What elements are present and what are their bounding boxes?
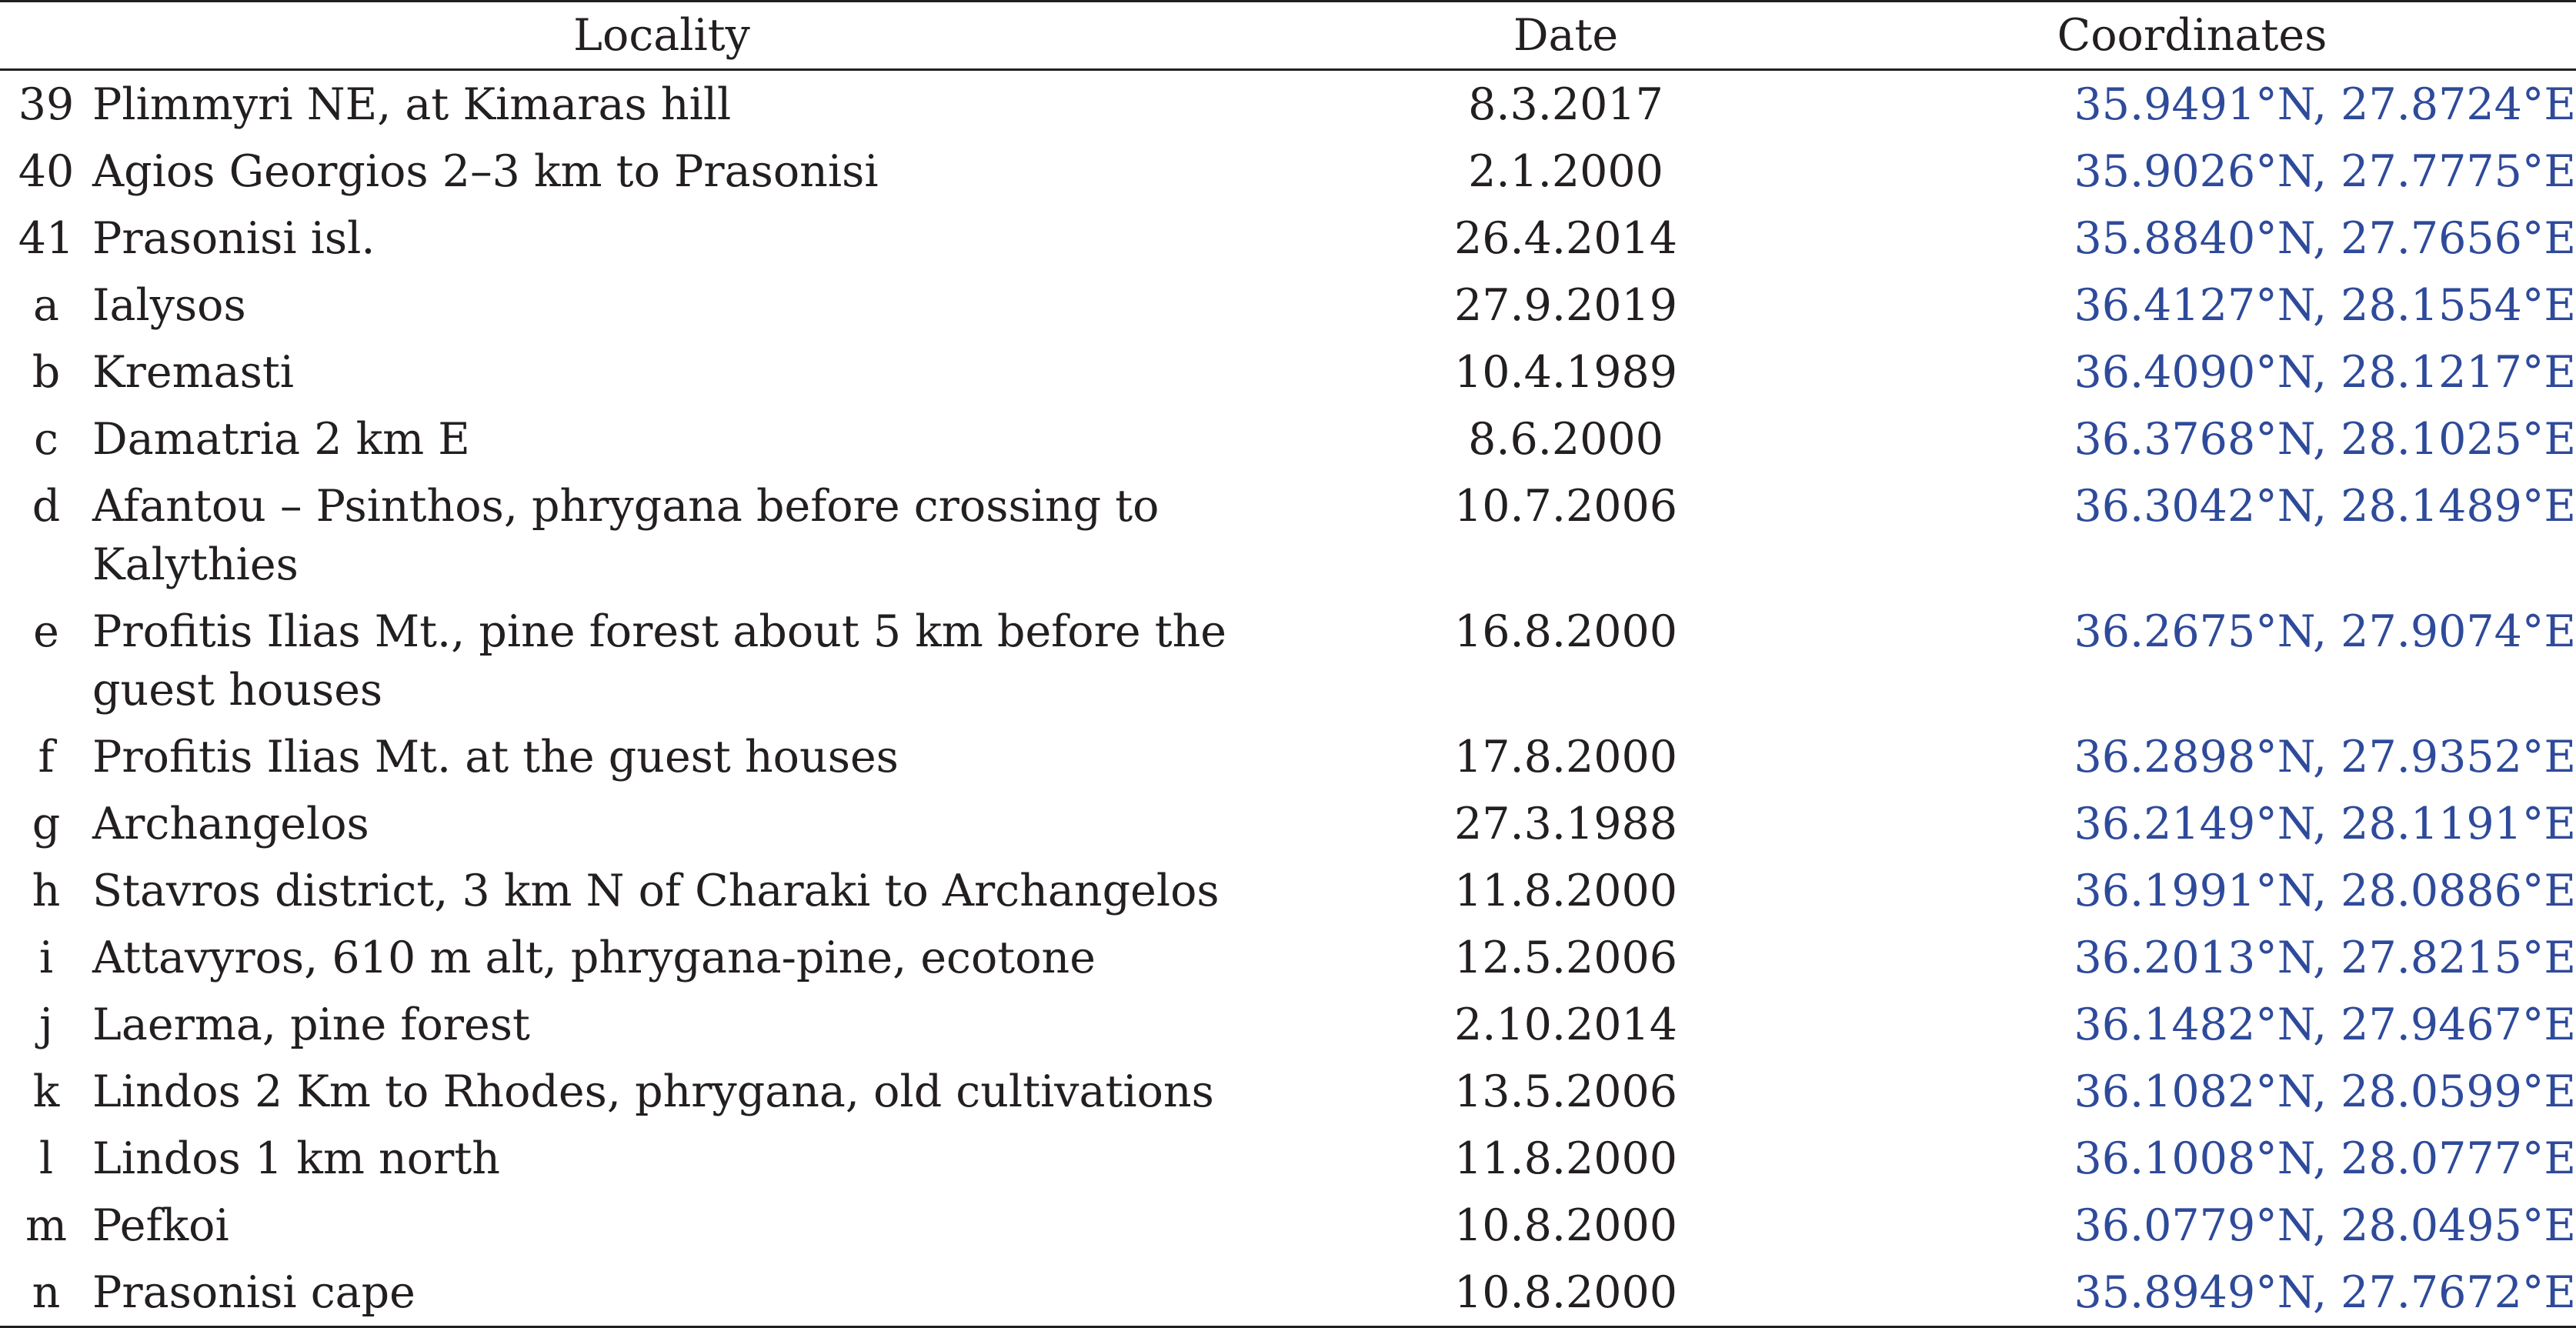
- coordinates-link[interactable]: 36.3768°N, 28.1025°E: [2074, 414, 2576, 465]
- date-cell: 26.4.2014: [1453, 213, 1678, 264]
- table-row: [0, 598, 2576, 723]
- table-row: [0, 1192, 2576, 1259]
- coordinates-link[interactable]: 36.2149°N, 28.1191°E: [2074, 799, 2576, 849]
- locality-cell: Agios Georgios 2–3 km to Prasonisi: [92, 146, 879, 197]
- row-id-cell: d: [32, 481, 61, 532]
- table-row: [0, 1259, 2576, 1327]
- coordinates-link[interactable]: 36.2013°N, 27.8215°E: [2074, 933, 2576, 983]
- date-cell: 11.8.2000: [1453, 866, 1678, 916]
- date-cell: 12.5.2006: [1453, 933, 1678, 983]
- row-id-cell: c: [34, 414, 58, 465]
- table-row: [0, 991, 2576, 1058]
- coordinates-link[interactable]: 36.2898°N, 27.9352°E: [2074, 732, 2576, 782]
- locality-cell: Pefkoi: [92, 1200, 229, 1251]
- table-row: [0, 790, 2576, 857]
- locality-cell: Archangelos: [92, 799, 369, 849]
- coordinates-link[interactable]: 35.8840°N, 27.7656°E: [2074, 213, 2576, 264]
- table-row: [0, 1058, 2576, 1125]
- table-row: [0, 70, 2576, 138]
- coordinates-link[interactable]: 36.1008°N, 28.0777°E: [2074, 1133, 2576, 1184]
- date-cell: 10.8.2000: [1453, 1200, 1678, 1251]
- locality-cell: Damatria 2 km E: [92, 414, 470, 465]
- coordinates-link[interactable]: 36.3042°N, 28.1489°E: [2074, 481, 2576, 532]
- row-id-cell: f: [38, 732, 55, 782]
- coordinates-link[interactable]: 35.8949°N, 27.7672°E: [1808, 1259, 2576, 1327]
- date-cell: 16.8.2000: [1453, 606, 1678, 657]
- coordinates-link[interactable]: 36.1991°N, 28.0886°E: [2074, 866, 2576, 916]
- table-header: [0, 2, 2576, 70]
- locality-cell: Stavros district, 3 km N of Charaki to Archangelos: [92, 866, 1220, 916]
- row-id-cell: h: [32, 866, 61, 916]
- table-row: [0, 924, 2576, 991]
- row-id-cell: 39: [18, 79, 75, 130]
- locality-cell: Kremasti: [92, 347, 294, 398]
- coordinates-link[interactable]: 36.2675°N, 27.9074°E: [2074, 606, 2576, 657]
- locality-column-header: Locality: [0, 2, 1323, 70]
- date-cell: 8.3.2017: [1468, 79, 1663, 130]
- table-row: [0, 205, 2576, 272]
- table-row: [0, 138, 2576, 205]
- date-cell: 2.10.2014: [1453, 999, 1678, 1050]
- row-id-cell: i: [38, 933, 54, 983]
- date-column-header: Date: [1323, 2, 1808, 70]
- date-cell: 8.6.2000: [1468, 414, 1663, 465]
- table-row: [0, 472, 2576, 598]
- coordinates-link[interactable]: 36.0779°N, 28.0495°E: [2074, 1200, 2576, 1251]
- row-id-cell: j: [39, 999, 53, 1050]
- coordinates-link[interactable]: 36.1482°N, 27.9467°E: [2074, 999, 2576, 1050]
- coordinates-column-header: Coordinates: [1808, 2, 2576, 70]
- locality-cell: Afantou – Psinthos, phrygana before crossing to Kalythies: [92, 481, 1160, 590]
- coordinates-link[interactable]: 36.4127°N, 28.1554°E: [2074, 280, 2576, 331]
- row-id-cell: g: [32, 799, 61, 849]
- locality-cell: Laerma, pine forest: [92, 999, 530, 1050]
- coordinates-link[interactable]: 35.9491°N, 27.8724°E: [2074, 79, 2576, 130]
- locality-cell: Lindos 1 km north: [92, 1133, 500, 1184]
- locality-cell: Ialysos: [92, 280, 246, 331]
- row-id-cell: a: [33, 280, 59, 331]
- table-row: [0, 339, 2576, 405]
- table-row: [0, 723, 2576, 790]
- row-id-cell: 40: [18, 146, 75, 197]
- date-cell: 10.8.2000: [1323, 1259, 1808, 1327]
- date-cell: 10.4.1989: [1453, 347, 1678, 398]
- table-row: [0, 857, 2576, 924]
- row-id-cell: e: [33, 606, 59, 657]
- locality-cell: Plimmyri NE, at Kimaras hill: [92, 79, 732, 130]
- date-cell: 17.8.2000: [1453, 732, 1678, 782]
- locality-cell: Attavyros, 610 m alt, phrygana-pine, ecotone: [92, 933, 1096, 983]
- date-cell: 2.1.2000: [1468, 146, 1663, 197]
- row-id-cell: n: [0, 1259, 92, 1327]
- row-id-cell: 41: [18, 213, 75, 264]
- locality-cell: Prasonisi cape: [92, 1259, 1323, 1327]
- table-row: [0, 405, 2576, 472]
- date-cell: 13.5.2006: [1453, 1066, 1678, 1117]
- row-id-cell: b: [32, 347, 61, 398]
- row-id-cell: m: [25, 1200, 68, 1251]
- date-cell: 27.3.1988: [1453, 799, 1678, 849]
- locality-cell: Profitis Ilias Mt., pine forest about 5 km before the guest houses: [92, 606, 1227, 716]
- date-cell: 10.7.2006: [1453, 481, 1678, 532]
- coordinates-link[interactable]: 35.9026°N, 27.7775°E: [2074, 146, 2576, 197]
- coordinates-link[interactable]: 36.1082°N, 28.0599°E: [2074, 1066, 2576, 1117]
- table-row: [0, 1125, 2576, 1192]
- locality-cell: Lindos 2 Km to Rhodes, phrygana, old cultivations: [92, 1066, 1214, 1117]
- header-row: [0, 2, 2576, 70]
- row-id-cell: l: [38, 1133, 54, 1184]
- coordinates-link[interactable]: 36.4090°N, 28.1217°E: [2074, 347, 2576, 398]
- table-body: [0, 70, 2576, 1327]
- date-cell: 27.9.2019: [1453, 280, 1678, 331]
- row-id-cell: k: [32, 1066, 60, 1117]
- locality-cell: Prasonisi isl.: [92, 213, 375, 264]
- locality-cell: Profitis Ilias Mt. at the guest houses: [92, 732, 899, 782]
- table-row: [0, 272, 2576, 339]
- date-cell: 11.8.2000: [1453, 1133, 1678, 1184]
